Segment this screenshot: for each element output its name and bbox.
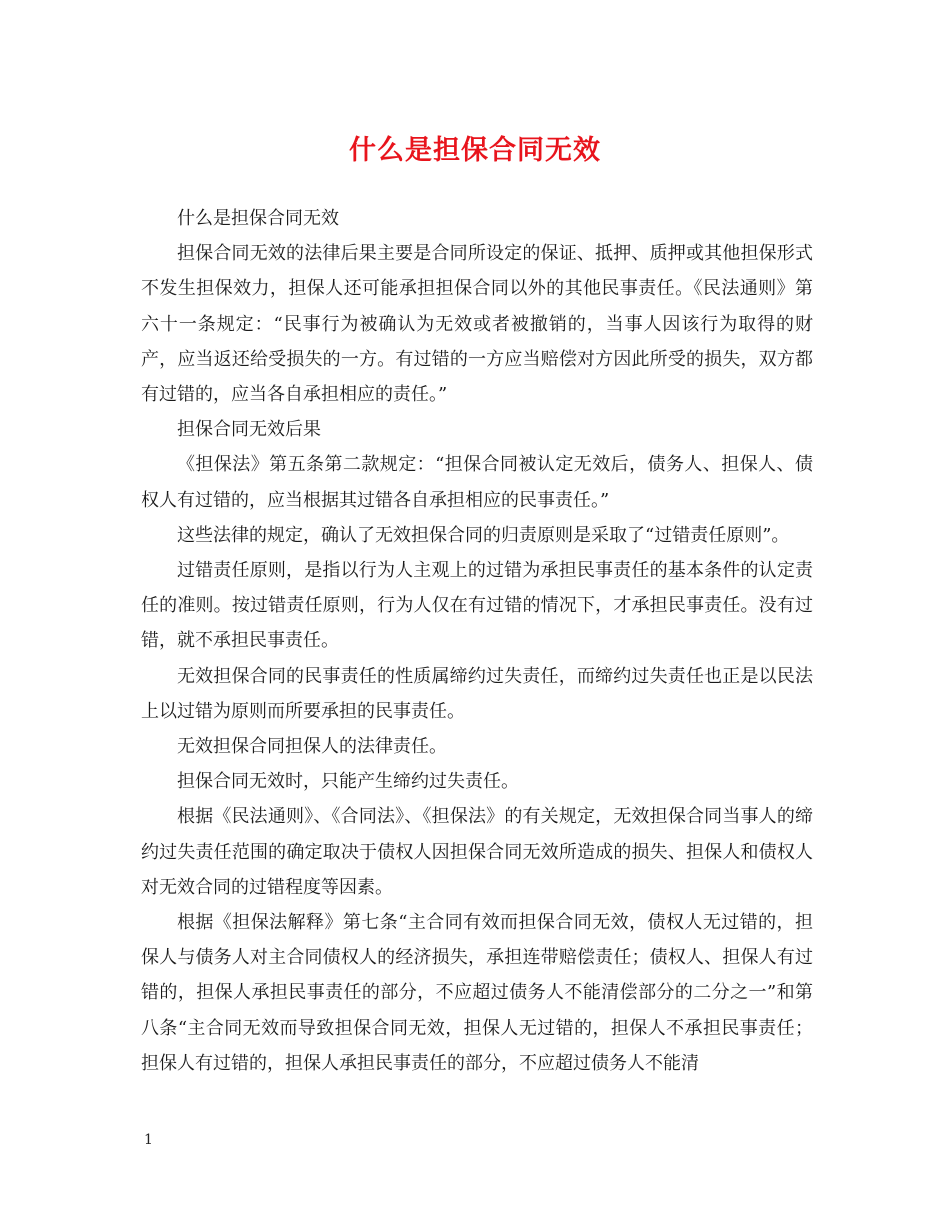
- paragraph: 《担保法》第五条第二款规定：“担保合同被认定无效后，债务人、担保人、债权人有过错的，应当根据其过错各自承担相应的民事责任。”: [141, 454, 813, 511]
- paragraph: 过错责任原则，是指以行为人主观上的过错为承担民事责任的基本条件的认定责任的准则。按过错责任原则，行为人仅在有过错的情况下，才承担民事责任。没有过错，就不承担民事责任。: [141, 560, 813, 652]
- page-number: 1: [144, 1132, 153, 1148]
- paragraph: 什么是担保合同无效: [177, 208, 339, 229]
- document-title: 什么是担保合同无效: [349, 135, 601, 166]
- paragraph: 无效担保合同的民事责任的性质属缔约过失责任，而缔约过失责任也正是以民法上以过错为原则而所要承担的民事责任。: [141, 665, 813, 722]
- paragraph: 根据《担保法解释》第七条“主合同有效而担保合同无效，债权人无过错的，担保人与债务人对主合同债权人的经济损失，承担连带赔偿责任；债权人、担保人有过错的，担保人承担民事责任的部分，不应超过债务人不能清偿部分的二分之一”和第八条“主合同无效而导致担保合同无效，担保人无过错的，担保人不承担民事责任；担保人有过错的，担保人承担民事责任的部分，不应超过债务人不能清: [141, 912, 813, 1074]
- paragraph: 担保合同无效时，只能产生缔约过失责任。: [177, 771, 519, 793]
- paragraph: 担保合同无效后果: [177, 419, 321, 441]
- paragraph: 担保合同无效的法律后果主要是合同所设定的保证、抵押、质押或其他担保形式不发生担保效力，担保人还可能承担担保合同以外的其他民事责任。《民法通则》第六十一条规定：“民事行为被确认为无效或者被撤销的，当事人因该行为取得的财产，应当返还给受损失的一方。有过错的一方应当赔偿对方因此所受的损失，双方都有过错的，应当各自承担相应的责任。”: [141, 243, 813, 406]
- paragraph: 根据《民法通则》、《合同法》、《担保法》的有关规定，无效担保合同当事人的缔约过失责任范围的确定取决于债权人因担保合同无效所造成的损失、担保人和债权人对无效合同的过错程度等因素。: [141, 806, 813, 898]
- paragraph: 无效担保合同担保人的法律责任。: [177, 736, 447, 758]
- paragraph: 这些法律的规定，确认了无效担保合同的归责原则是采取了“过错责任原则”。: [177, 524, 790, 546]
- document-body: [141, 201, 813, 1081]
